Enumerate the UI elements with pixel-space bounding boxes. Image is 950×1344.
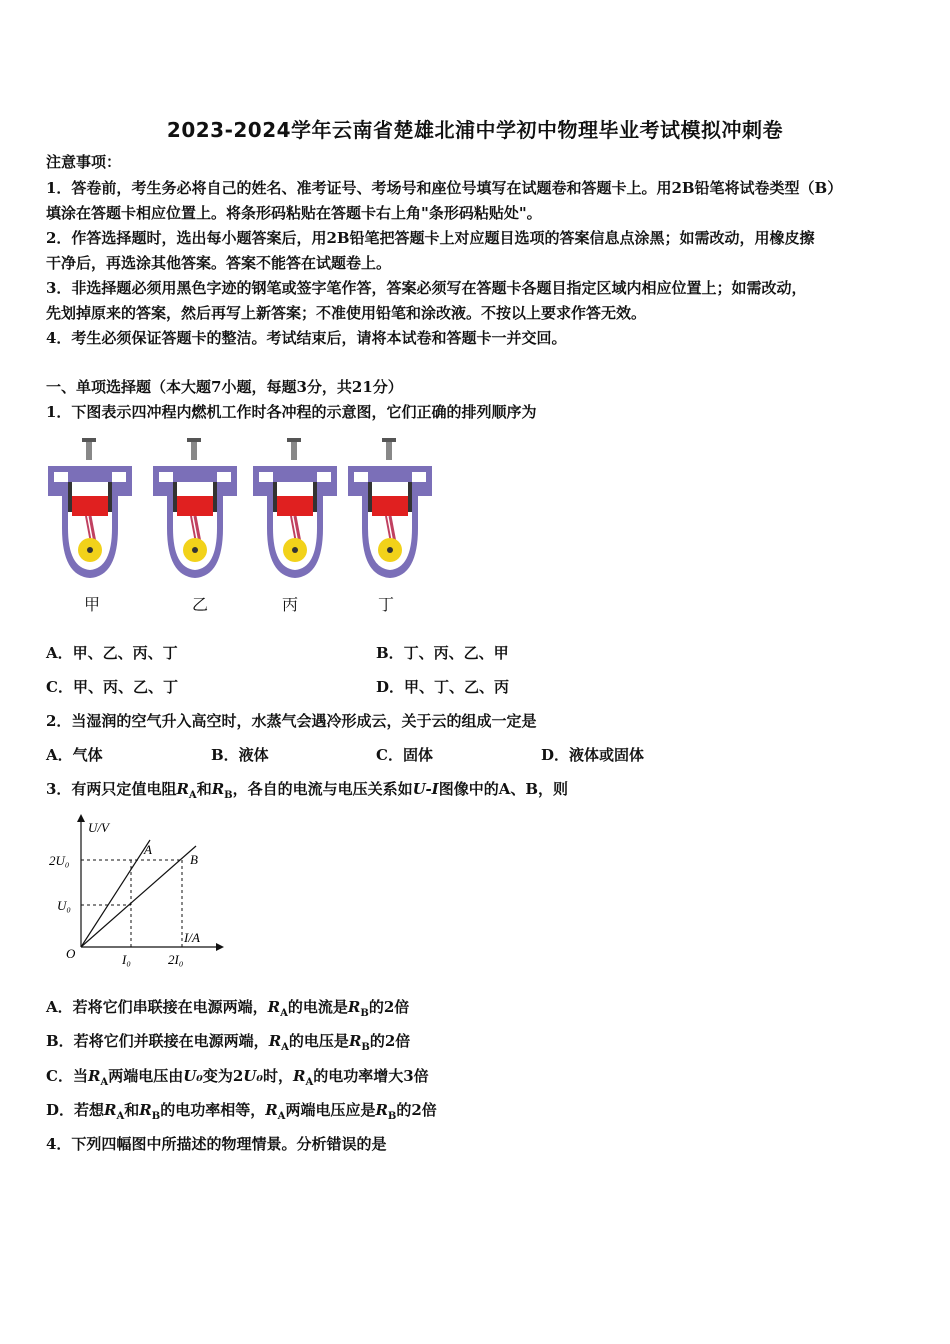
section-heading: 一、单项选择题（本大题7小题，每题3分，共21分） [46, 378, 403, 396]
engine-label: 丁 [378, 595, 395, 614]
notice-line: 3．非选择题必须用黑色字迹的钢笔或签字笔作答，答案必须写在答题卡各题目指定区域内相应位置上；如需改动， [46, 279, 807, 297]
q2-option-c: C．固体 [376, 746, 433, 764]
notice-heading: 注意事项： [46, 153, 122, 171]
line-a [81, 840, 150, 947]
notice-line: 填涂在答题卡相应位置上。将条形码粘贴在答题卡右上角"条形码粘贴处"。 [46, 204, 542, 222]
y-tick: U₀ [57, 898, 71, 913]
page-title: 2023-2024学年云南省楚雄北浦中学初中物理毕业考试模拟冲刺卷 [166, 118, 784, 142]
q3-option-b: B．若将它们并联接在电源两端，$R_A$的电压是$R_B$的2倍 [46, 1032, 411, 1053]
q1-option-d: D．甲、丁、乙、丙 [376, 678, 510, 696]
ui-graph [46, 812, 226, 972]
engine-label: 乙 [192, 595, 209, 614]
q1-option-a: A．甲、乙、丙、丁 [46, 644, 178, 662]
notice-line: 干净后，再选涂其他答案。答案不能答在试题卷上。 [46, 254, 392, 272]
notice-line: 1．答卷前，考生务必将自己的姓名、准考证号、考场号和座位号填写在试题卷和答题卡上。用2B铅笔将试卷类型（B） [46, 179, 843, 197]
q1-option-c: C．甲、丙、乙、丁 [46, 678, 178, 696]
engine-label: 甲 [84, 595, 101, 614]
x-tick: 2I₀ [168, 952, 184, 967]
notice-line: 4．考生必须保证答题卡的整洁。考试结束后，请将本试卷和答题卡一并交回。 [46, 329, 567, 347]
q2-option-b: B．液体 [211, 746, 269, 764]
line-a-label: A [144, 842, 152, 857]
q3-option-d: D．若想$R_A$和$R_B$的电功率相等，$R_A$两端电压应是$R_B$的2倍 [46, 1101, 437, 1122]
piston [72, 496, 108, 516]
q3-option-c: C．当$R_A$两端电压由U₀变为2U₀时，$R_A$的电功率增大3倍 [46, 1067, 429, 1088]
y-axis-label: U/V [88, 820, 109, 835]
notice-line: 2．作答选择题时，选出每小题答案后，用2B铅笔把答题卡上对应题目选项的答案信息点涂黑；如需改动，用橡皮擦 [46, 229, 815, 247]
q3-option-a: A．若将它们串联接在电源两端，$R_A$的电流是$R_B$的2倍 [46, 998, 410, 1019]
q2-option-a: A．气体 [46, 746, 103, 764]
question-4-stem: 4．下列四幅图中所描述的物理情景。分析错误的是 [46, 1135, 387, 1153]
line-b-label: B [190, 852, 198, 867]
q2-option-d: D．液体或固体 [541, 746, 645, 764]
question-1-stem: 1．下图表示四冲程内燃机工作时各冲程的示意图，它们正确的排列顺序为 [46, 403, 537, 421]
origin-label: O [66, 946, 76, 961]
question-3-stem: 3．有两只定值电阻$R_A$和$R_B$，各自的电流与电压关系如U-I图像中的A、B，则 [46, 780, 569, 801]
y-tick: 2U₀ [49, 853, 70, 868]
engine-label: 丙 [282, 595, 299, 614]
question-2-stem: 2．当湿润的空气升入高空时，水蒸气会遇冷形成云，关于云的组成一定是 [46, 712, 537, 730]
q1-option-b: B．丁、丙、乙、甲 [376, 644, 509, 662]
notice-line: 先划掉原来的答案，然后再写上新答案；不准使用铅笔和涂改液。不按以上要求作答无效。 [46, 304, 647, 322]
line-b [81, 846, 196, 947]
x-axis-label: I/A [184, 930, 200, 945]
x-tick: I₀ [122, 952, 131, 967]
engine-diagram [46, 438, 446, 588]
